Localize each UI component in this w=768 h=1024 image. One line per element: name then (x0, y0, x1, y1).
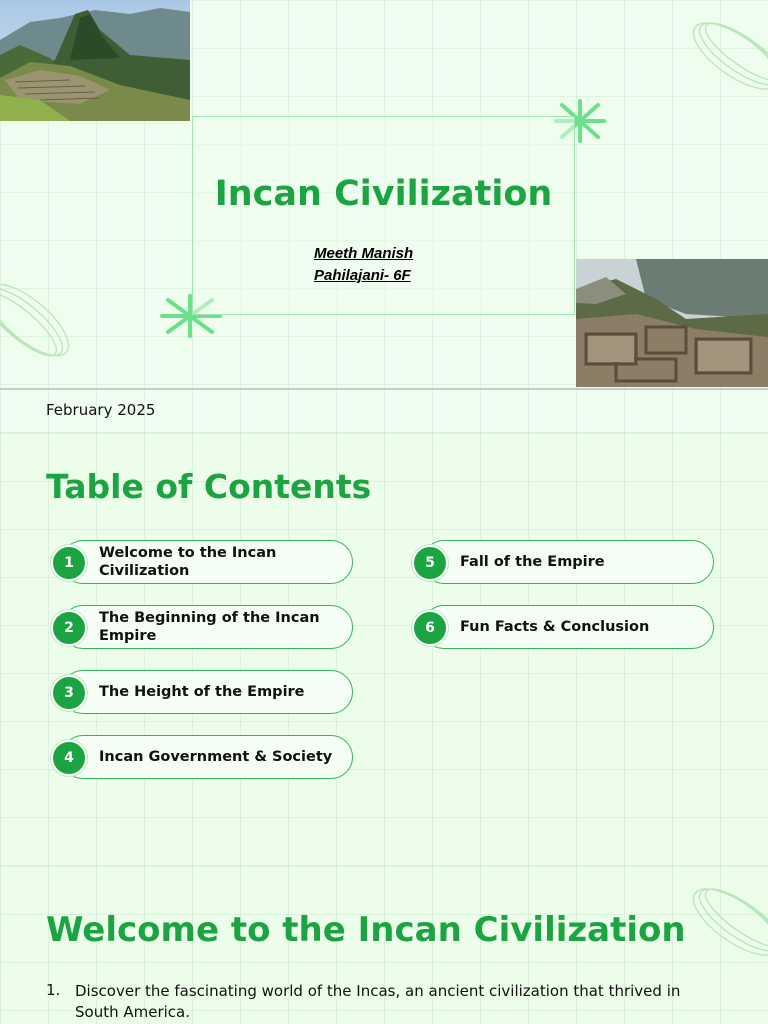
toc-item-number: 5 (412, 545, 448, 581)
toc-item-label: The Beginning of the Incan Empire (99, 610, 320, 644)
machu-picchu-photo (0, 0, 190, 121)
list-item-number: 1. (46, 981, 61, 999)
toc-item-number: 1 (51, 545, 87, 581)
toc-item[interactable] (51, 670, 353, 714)
toc-item[interactable] (412, 605, 714, 649)
inca-ruins-photo (576, 259, 768, 387)
toc-item[interactable] (412, 540, 714, 584)
loop-decoration-icon (684, 10, 768, 102)
loop-decoration-icon (684, 876, 768, 968)
toc-item[interactable] (51, 605, 353, 649)
toc-item-number: 4 (51, 740, 87, 776)
toc-slide (0, 433, 768, 866)
list-item-text: Discover the fascinating world of the Incas, an ancient civilization that thrived in South America. (75, 982, 681, 1021)
toc-item-number: 2 (51, 610, 87, 646)
toc-item-label: The Height of the Empire (99, 684, 305, 700)
toc-item-number: 3 (51, 675, 87, 711)
title-slide (0, 0, 768, 433)
presentation-title: Incan Civilization (214, 174, 553, 214)
toc-item[interactable] (51, 735, 353, 779)
toc-item-label: Welcome to the Incan Civilization (99, 545, 277, 579)
author-name: Meeth Manish Pahilajani- 6F (314, 245, 414, 284)
welcome-heading: Welcome to the Incan Civilization (46, 910, 686, 950)
slide-divider (0, 388, 768, 390)
toc-item-label: Incan Government & Society (99, 749, 333, 765)
toc-item-number: 6 (412, 610, 448, 646)
toc-item-label: Fall of the Empire (460, 554, 605, 570)
toc-heading: Table of Contents (46, 467, 372, 506)
presentation-date: February 2025 (46, 401, 156, 419)
toc-item-label: Fun Facts & Conclusion (460, 619, 650, 635)
toc-item[interactable] (51, 540, 353, 584)
loop-decoration-icon (0, 278, 80, 364)
